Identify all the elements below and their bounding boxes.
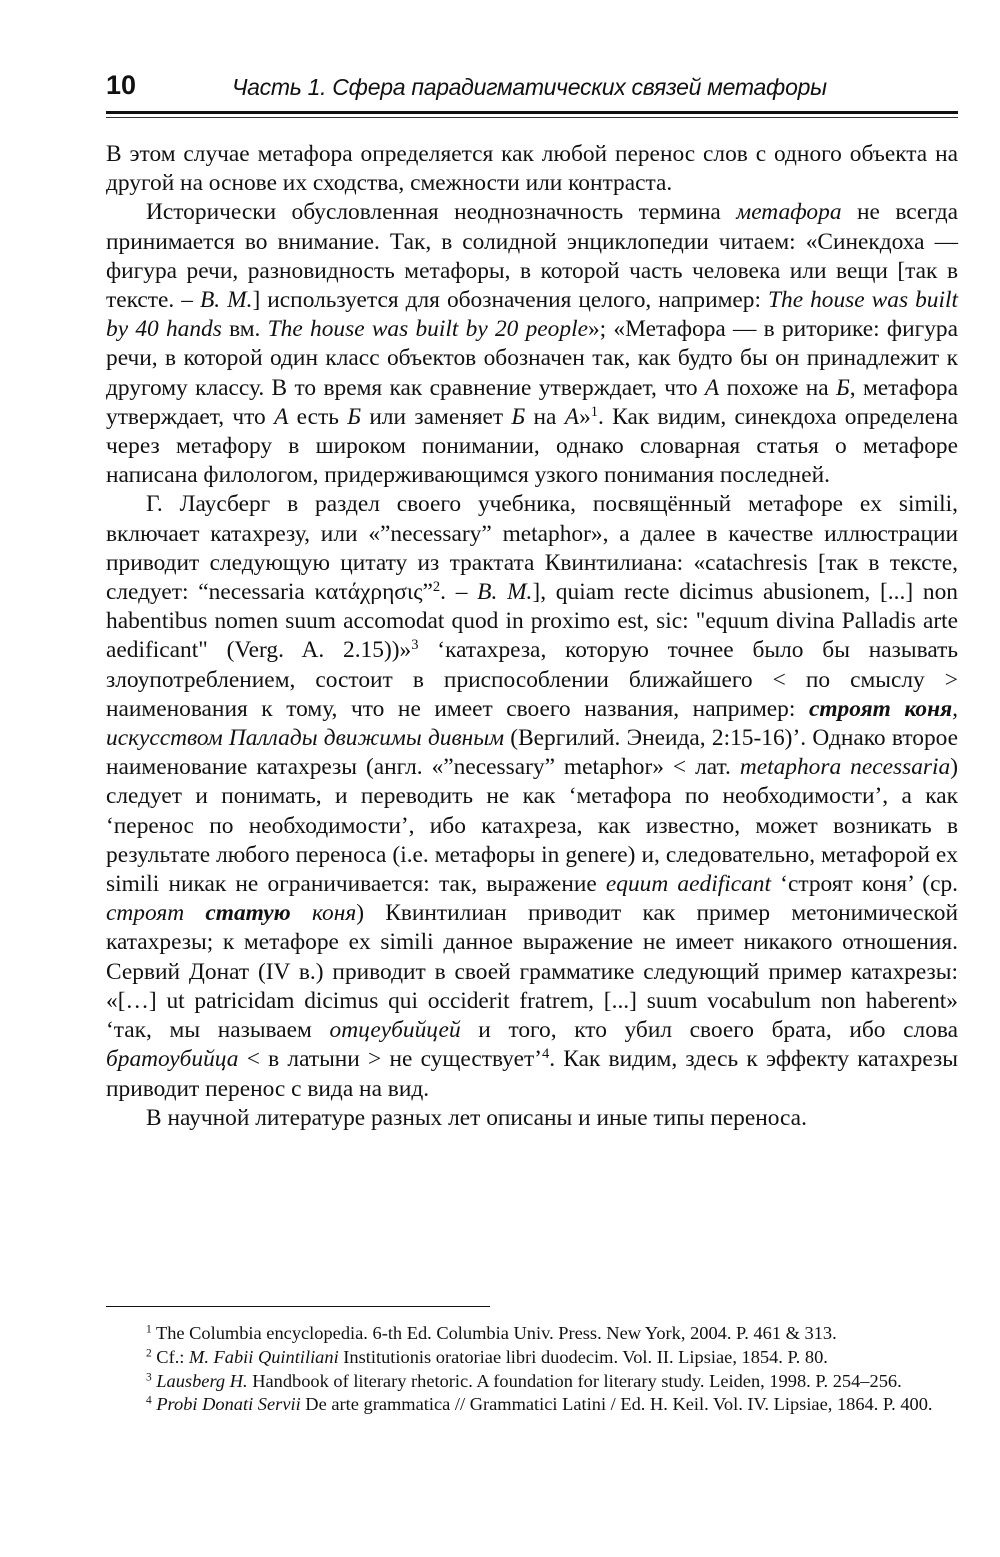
footnote-3: $^3$ Lausberg H. Handbook of literary rhetoric. A foundation for literary study. Leiden, 1998. P. 254–256.: [146, 1370, 902, 1391]
example-english-1: The house was built by 40 hands: [106, 287, 958, 343]
example-english-2: The house was built by 20 people: [267, 316, 588, 343]
word-patricide: отцеубийцей: [329, 1017, 461, 1044]
author-initials: В. М.: [477, 579, 533, 606]
footnote-ref-3: 3: [411, 637, 419, 654]
footnote-separator: [106, 1306, 490, 1307]
header-rule: [106, 111, 958, 114]
main-text: [106, 140, 958, 1133]
author-initials: В. М.: [199, 287, 253, 314]
page-header: [106, 64, 958, 108]
footnote-4: $^4$ Probi Donati Servii De arte grammatica // Grammatici Latini / Ed. H. Keil. Vol. IV. Lipsiae, 1864. P. 400.: [146, 1394, 933, 1415]
latin-example: equum aedificant: [605, 871, 771, 898]
running-title: Часть 1. Сфера парадигматических связей метафоры: [232, 74, 827, 100]
paragraph-3: Г. Лаусберг в раздел своего учебника, посвящённый метафоре ex simili, включает катахрезу, или «”necessary” metaphor», а далее в качестве иллюстрации приводит следующую цитату из трактата Квинтилиана: «catachresis [так в тексте, следует: “necessaria κατάχρησις”$^2$. – В. М.], quiam recte dicimus abusionem, [...] non habentibus nomen suum accomodat quod in proximo est, sic: "equum divina Palladis arte aedificant" (Verg. A. 2.15))»$^3$ ‘катахреза, которую точнее было бы называть злоупотреблением, состоит в приспособлении ближайшего < по смыслу > наименования к тому, что не имеет своего названия, например: строят коня, искусством Паллады движимы дивным (Вергилий. Энеида, 2:15-16)’. Однако второе наименование катахрезы (англ. «”necessary” metaphor» < лат. metaphora necessaria) следует и понимать, и переводить не как ‘метафора по необходимости’, а как ‘перенос по необходимости’, ибо катахреза, как известно, может возникать в результате любого переноса (i.e. метафоры in genere) и, следовательно, метафорой ex simili никак не ограничивается: так, выражение equum aedificant ‘строят коня’ (ср. строят статую коня) Квинтилиан приводит как пример метонимической катахрезы; к метафоре ex simili данное выражение не имеет никакого отношения. Сервий Донат (IV в.) приводит в своей грамматике следующий пример катахрезы: «[…] ut patricidam dicimus qui occiderit fratrem, [...] suum vocabulum non haberent» ‘так, мы называем отцеубийцей и того, кто убил своего брата, ибо слова братоубийца < в латыни > не существует’$^4$. Как видим, здесь к эффекту катахрезы приводит перенос с вида на вид.: [106, 491, 959, 1102]
footnotes: [106, 1322, 958, 1417]
latin-term: metaphora necessaria: [739, 754, 951, 781]
example-italic: , искусством Паллады движимы дивным: [106, 695, 958, 752]
footnote-2: $^2$ Cf.: M. Fabii Quintiliani Institutionis oratoriae libri duodecim. Vol. II. Lipsiae, 1854. P. 80.: [146, 1346, 828, 1367]
footnote-ref-2: 2: [432, 579, 441, 596]
example-bold: строят коня: [808, 695, 953, 722]
footnote-1: $^1$ The Columbia encyclopedia. 6-th Ed. Columbia Univ. Press. New York, 2004. P. 461 & 313.: [146, 1323, 837, 1343]
paragraph-2: Исторически обусловленная неоднозначность термина метафора не всегда принимается во внимание. Так, в солидной энциклопедии читаем: «Синекдоха — фигура речи, разновидность метафоры, в которой часть человека или вещи [так в тексте. – В. М.] используется для обозначения целого, например: The house was built by 40 hands вм. The house was built by 20 people»; «Метафора — в риторике: фигура речи, в которой один класс объектов обозначен так, как будто бы он принадлежит к другому классу. В то время как сравнение утверждает, что А похоже на Б, метафора утверждает, что А есть Б или заменяет Б на А»$^1$. Как видим, синекдоха определена через метафору в широком понимании, однако словарная статья о метафоре написана филологом, придерживающимся узкого понимания последней.: [106, 199, 959, 489]
page-number: 10: [106, 70, 137, 100]
term-metaphor: метафора: [736, 199, 842, 226]
header-rule-thin: [106, 117, 958, 118]
paragraph-4: В научной литературе разных лет описаны и иные типы переноса.: [146, 1104, 807, 1131]
footnote-ref-4: 4: [541, 1046, 550, 1063]
paragraph-1: В этом случае метафора определяется как любой перенос слов с одного объекта на другой на основе их сходства, смежности или контраста.: [106, 141, 958, 197]
footnote-ref-1: 1: [590, 403, 599, 420]
word-fratricide: братоубийца: [106, 1046, 239, 1073]
